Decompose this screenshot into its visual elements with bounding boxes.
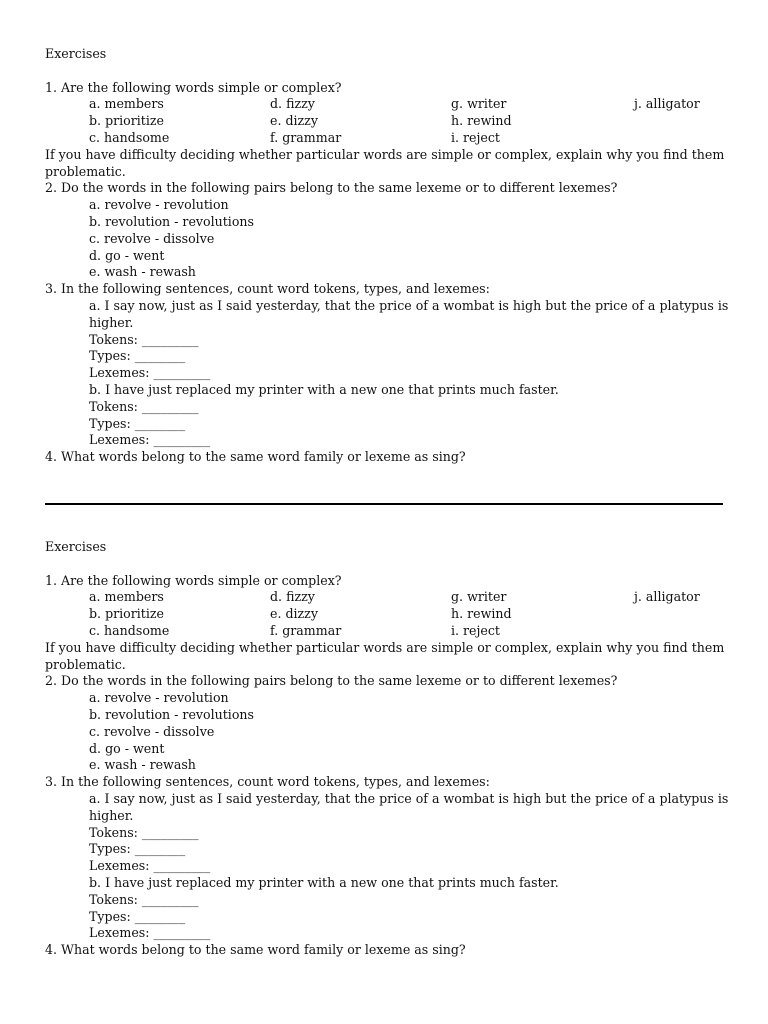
word-item: a. members (89, 96, 164, 112)
sentence-b: b. I have just replaced my printer with a new one that prints much faster. (89, 381, 559, 397)
lexemes-blank: Lexemes: _________ (89, 925, 211, 941)
tokens-blank: Tokens: _________ (89, 824, 199, 840)
question-1-prompt: 1. Are the following words simple or complex? (45, 572, 342, 588)
sentence-a-continued: higher. (89, 314, 134, 330)
pair-item: d. go - went (89, 740, 165, 756)
question-2-prompt: 2. Do the words in the following pairs belong to the same lexeme or to different lexemes? (45, 180, 618, 196)
word-item: b. prioritize (89, 606, 164, 622)
word-item: j. alligator (634, 589, 700, 605)
pair-item: c. revolve - dissolve (89, 723, 215, 739)
word-item: i. reject (451, 129, 500, 145)
types-blank: Types: ________ (89, 841, 186, 857)
word-item: g. writer (451, 589, 507, 605)
question-1-note-continued: problematic. (45, 656, 126, 672)
pair-item: a. revolve - revolution (89, 197, 229, 213)
divider-rule (45, 503, 723, 505)
question-1-note: If you have difficulty deciding whether particular words are simple or complex, explain why you find them (45, 146, 725, 162)
sentence-b: b. I have just replaced my printer with a new one that prints much faster. (89, 874, 559, 890)
word-item: d. fizzy (270, 589, 315, 605)
tokens-blank: Tokens: _________ (89, 331, 199, 347)
question-1-word-grid (45, 589, 725, 639)
types-blank: Types: ________ (89, 348, 186, 364)
word-item: i. reject (451, 622, 500, 638)
word-item: h. rewind (451, 113, 512, 129)
pair-item: a. revolve - revolution (89, 690, 229, 706)
word-item: f. grammar (270, 129, 342, 145)
exercise-sheet-top (45, 46, 729, 466)
tokens-blank: Tokens: _________ (89, 398, 199, 414)
pair-item: b. revolution - revolutions (89, 706, 254, 722)
question-3-prompt: 3. In the following sentences, count word tokens, types, and lexemes: (45, 774, 490, 790)
word-item: g. writer (451, 96, 507, 112)
word-item (634, 623, 734, 640)
lexemes-blank: Lexemes: _________ (89, 858, 211, 874)
word-item: c. handsome (89, 622, 170, 638)
lexemes-blank: Lexemes: _________ (89, 365, 211, 381)
sentence-a: a. I say now, just as I said yesterday, that the price of a wombat is high but the price of a platypus is (89, 790, 729, 806)
pair-item: e. wash - rewash (89, 757, 196, 773)
question-2-prompt: 2. Do the words in the following pairs belong to the same lexeme or to different lexemes? (45, 673, 618, 689)
sentence-a-continued: higher. (89, 807, 134, 823)
lexemes-blank: Lexemes: _________ (89, 432, 211, 448)
question-4-prompt: 4. What words belong to the same word family or lexeme as sing? (45, 449, 466, 465)
word-item: b. prioritize (89, 113, 164, 129)
sentence-a: a. I say now, just as I said yesterday, that the price of a wombat is high but the price of a platypus is (89, 297, 729, 313)
word-item (634, 606, 734, 623)
pair-item: e. wash - rewash (89, 264, 196, 280)
question-3-prompt: 3. In the following sentences, count word tokens, types, and lexemes: (45, 281, 490, 297)
sheet-title: Exercises (45, 539, 107, 554)
pair-item: d. go - went (89, 247, 165, 263)
word-item: j. alligator (634, 96, 700, 112)
question-1-prompt: 1. Are the following words simple or complex? (45, 79, 342, 95)
word-item: a. members (89, 589, 164, 605)
sheet-title: Exercises (45, 46, 107, 61)
types-blank: Types: ________ (89, 415, 186, 431)
word-item: d. fizzy (270, 96, 315, 112)
question-1-note-continued: problematic. (45, 163, 126, 179)
word-item: h. rewind (451, 606, 512, 622)
pair-item: c. revolve - dissolve (89, 230, 215, 246)
question-1-word-grid (45, 96, 725, 146)
question-4-prompt: 4. What words belong to the same word family or lexeme as sing? (45, 942, 466, 958)
word-item: f. grammar (270, 622, 342, 638)
word-item: c. handsome (89, 129, 170, 145)
word-item: e. dizzy (270, 113, 318, 129)
word-item: e. dizzy (270, 606, 318, 622)
word-item (634, 130, 734, 147)
tokens-blank: Tokens: _________ (89, 891, 199, 907)
word-item (634, 113, 734, 130)
pair-item: b. revolution - revolutions (89, 213, 254, 229)
types-blank: Types: ________ (89, 908, 186, 924)
question-1-note: If you have difficulty deciding whether particular words are simple or complex, explain why you find them (45, 639, 725, 655)
exercise-sheet-bottom (45, 539, 729, 959)
